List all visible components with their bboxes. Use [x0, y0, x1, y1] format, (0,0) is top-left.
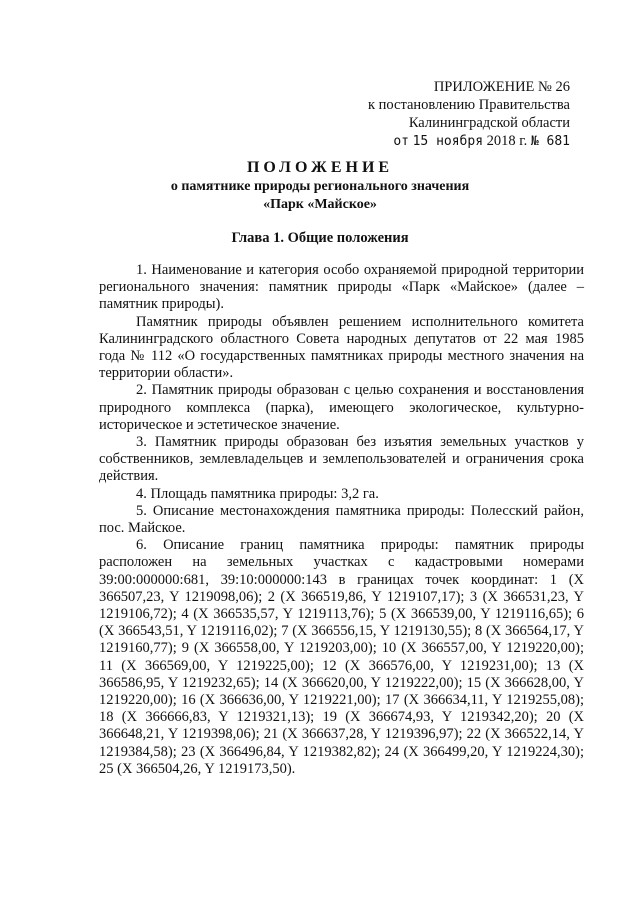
resolution-number: № 681 [530, 134, 570, 149]
document-title: ПОЛОЖЕНИЕ [246, 159, 394, 176]
appendix-number: ПРИЛОЖЕНИЕ № 26 [433, 79, 570, 95]
paragraph-1: 1. Наименование и категория особо охраняемой природной территории регионального значения: памятник природы «Парк «Майское» (далее – памятник природы). [99, 262, 584, 313]
paragraph-7: 6. Описание границ памятника природы: памятник природы расположен на земельных участках с кадастровыми номерами 39:00:000000:681, 39:10:000000:143 в границах точек координат: 1 (X 366507,23, Y 1219098,06); 2 (X 366519,86, Y 1219107,17); 3 (X 366531,23, Y 1219106,72); 4 (X 366535,57, Y 1219113,76); 5 (X 366539,00, Y 1219116,65); 6 (X 366543,51, Y 1219116,02); 7 (X 366556,15, Y 1219130,55); 8 (X 366564,17, Y 1219160,77); 9 (X 366558,00, Y 1219203,00); 10 (X 366557,00, Y 1219220,00); 11 (X 366569,00, Y 1219225,00); 12 (X 366576,00, Y 1219231,00); 13 (X 366586,95, Y 1219232,65); 14 (X 366620,00, Y 1219222,00); 15 (X 366628,00, Y 1219220,00); 16 (X 366636,00, Y 1219221,00); 17 (X 366634,11, Y 1219255,08); 18 (X 366666,83, Y 1219321,13); 19 (X 366674,93, Y 1219342,20); 20 (X 366648,21, Y 1219398,06); 21 (X 366637,28, Y 1219396,97); 22 (X 366522,14, Y 1219384,58); 23 (X 366496,84, Y 1219382,82); 24 (X 366499,20, Y 1219224,30); 25 (X 366504,26, Y 1219173,50). [99, 537, 584, 777]
appendix-resolution: к постановлению Правительства [368, 97, 570, 113]
paragraph-5: 4. Площадь памятника природы: 3,2 га. [136, 485, 379, 502]
document-body [99, 262, 584, 778]
date-value: 15 ноября [412, 134, 484, 149]
appendix-header [340, 78, 570, 151]
paragraph-4: 3. Памятник природы образован без изъятия земельных участков у собственников, землевладельцев и землепользователей и ограничения срока действия. [99, 434, 584, 485]
document-subtitle-2: «Парк «Майское» [263, 197, 377, 212]
appendix-date-line [340, 132, 570, 151]
paragraph-2: Памятник природы объявлен решением исполнительного комитета Калининградского областного Совета народных депутатов от 22 мая 1985 года № 112 «О государственных памятниках природы местного значения на территории области». [99, 313, 584, 382]
document-subtitle-1: о памятнике природы регионального значения [170, 179, 470, 194]
paragraph-3: 2. Памятник природы образован с целью сохранения и восстановления природного комплекса (парка), имеющего экологическое, культурно-историческое и эстетическое значение. [99, 382, 584, 433]
title-block [60, 158, 580, 214]
chapter-heading: Глава 1. Общие положения [231, 230, 409, 246]
paragraph-6: 5. Описание местонахождения памятника природы: Полесский район, пос. Майское. [99, 502, 584, 537]
date-year: 2018 г. [486, 133, 528, 149]
appendix-region: Калининградской области [408, 115, 570, 131]
date-prefix: от [393, 134, 409, 149]
